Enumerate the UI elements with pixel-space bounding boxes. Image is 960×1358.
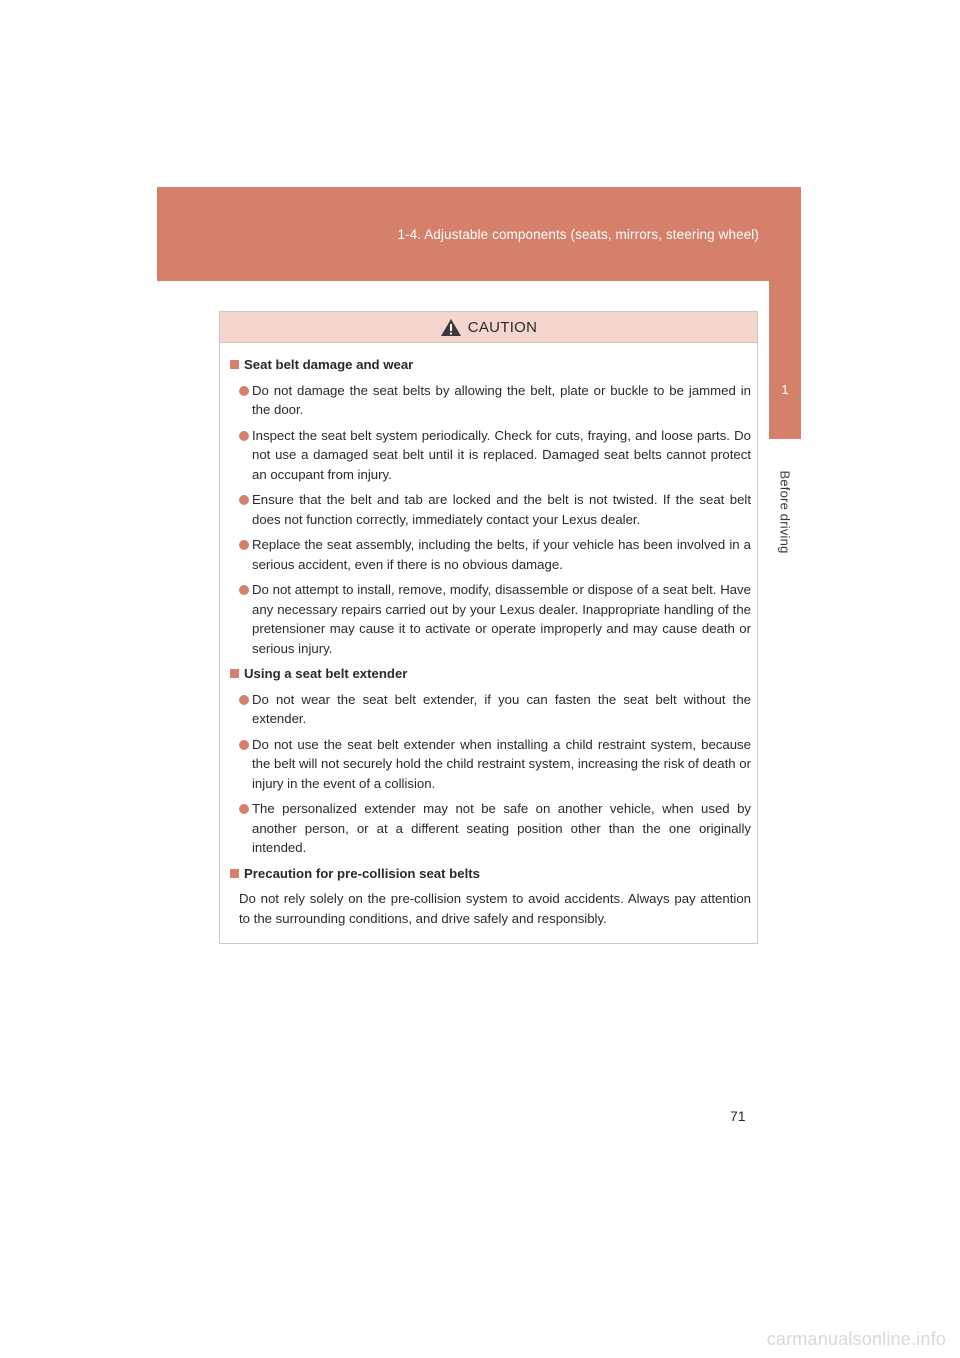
chapter-label: Before driving [777, 470, 793, 554]
list-item-text: Do not damage the seat belts by allowing the belt, plate or buckle to be jammed in the door. [252, 382, 751, 417]
caution-title: CAUTION [467, 318, 538, 336]
list-item [230, 580, 751, 658]
header-band [157, 187, 801, 281]
page-number: 71 [730, 1108, 746, 1124]
section-title: 1-4. Adjustable components (seats, mirrors, steering wheel) [397, 227, 759, 242]
list-item-text: Ensure that the belt and tab are locked and the belt is not twisted. If the seat belt does not function correctly, immediately contact your Lexus dealer. [252, 492, 751, 527]
caution-header [220, 312, 757, 343]
circle-bullet-icon [239, 540, 249, 550]
list-item-text: Inspect the seat belt system periodically. Check for cuts, fraying, and loose parts. Do not use a damaged seat belt until it is replaced. Damaged seat belts cannot protect an occupant from injury. [252, 427, 751, 482]
caution-box [219, 311, 758, 944]
section-heading-text: Using a seat belt extender [244, 666, 408, 681]
caution-section-damage [230, 355, 751, 658]
caution-body [220, 343, 757, 928]
section-heading [230, 864, 751, 884]
circle-bullet-icon [239, 585, 249, 595]
section-heading [230, 355, 751, 375]
circle-bullet-icon [239, 740, 249, 750]
list-item [230, 426, 751, 485]
caution-section-extender [230, 664, 751, 858]
section-heading-text: Precaution for pre-collision seat belts [244, 865, 480, 881]
list-item [230, 735, 751, 794]
list-item [230, 381, 751, 420]
circle-bullet-icon [239, 804, 249, 814]
square-bullet-icon [230, 669, 239, 678]
list-item [230, 535, 751, 574]
chapter-number: 1 [781, 382, 789, 397]
list-item-text: Do not attempt to install, remove, modify, disassemble or dispose of a seat belt. Have any necessary repairs carried out by your Lexus dealer. Inappropriate handling of the pretensioner may cause it to activate or operate improperly and may cause death or serious injury. [252, 582, 751, 656]
watermark[interactable]: carmanualsonline.info [766, 1329, 946, 1349]
warning-icon [440, 318, 462, 337]
list-item-text: Replace the seat assembly, including the belts, if your vehicle has been involved in a serious accident, even if there is no obvious damage. [252, 537, 751, 572]
chapter-tab[interactable] [769, 281, 801, 439]
circle-bullet-icon [239, 386, 249, 396]
circle-bullet-icon [239, 431, 249, 441]
square-bullet-icon [230, 360, 239, 369]
circle-bullet-icon [239, 495, 249, 505]
section-heading-text: Seat belt damage and wear [244, 357, 414, 372]
list-item [230, 690, 751, 729]
list-item [230, 490, 751, 529]
list-item-text: The personalized extender may not be safe on another vehicle, when used by another person, or at a different seating position other than the one originally intended. [252, 801, 751, 855]
caution-section-pre-collision [230, 864, 751, 929]
section-paragraph: Do not rely solely on the pre-collision system to avoid accidents. Always pay attention to the surrounding conditions, and drive safely and responsibly. [239, 891, 751, 926]
circle-bullet-icon [239, 695, 249, 705]
section-heading [230, 664, 751, 684]
list-item-text: Do not wear the seat belt extender, if you can fasten the seat belt without the extender. [252, 691, 751, 726]
square-bullet-icon [230, 869, 239, 878]
list-item [230, 799, 751, 858]
list-item-text: Do not use the seat belt extender when installing a child restraint system, because the belt will not securely hold the child restraint system, increasing the risk of death or injury in the event of a collision. [252, 736, 751, 791]
